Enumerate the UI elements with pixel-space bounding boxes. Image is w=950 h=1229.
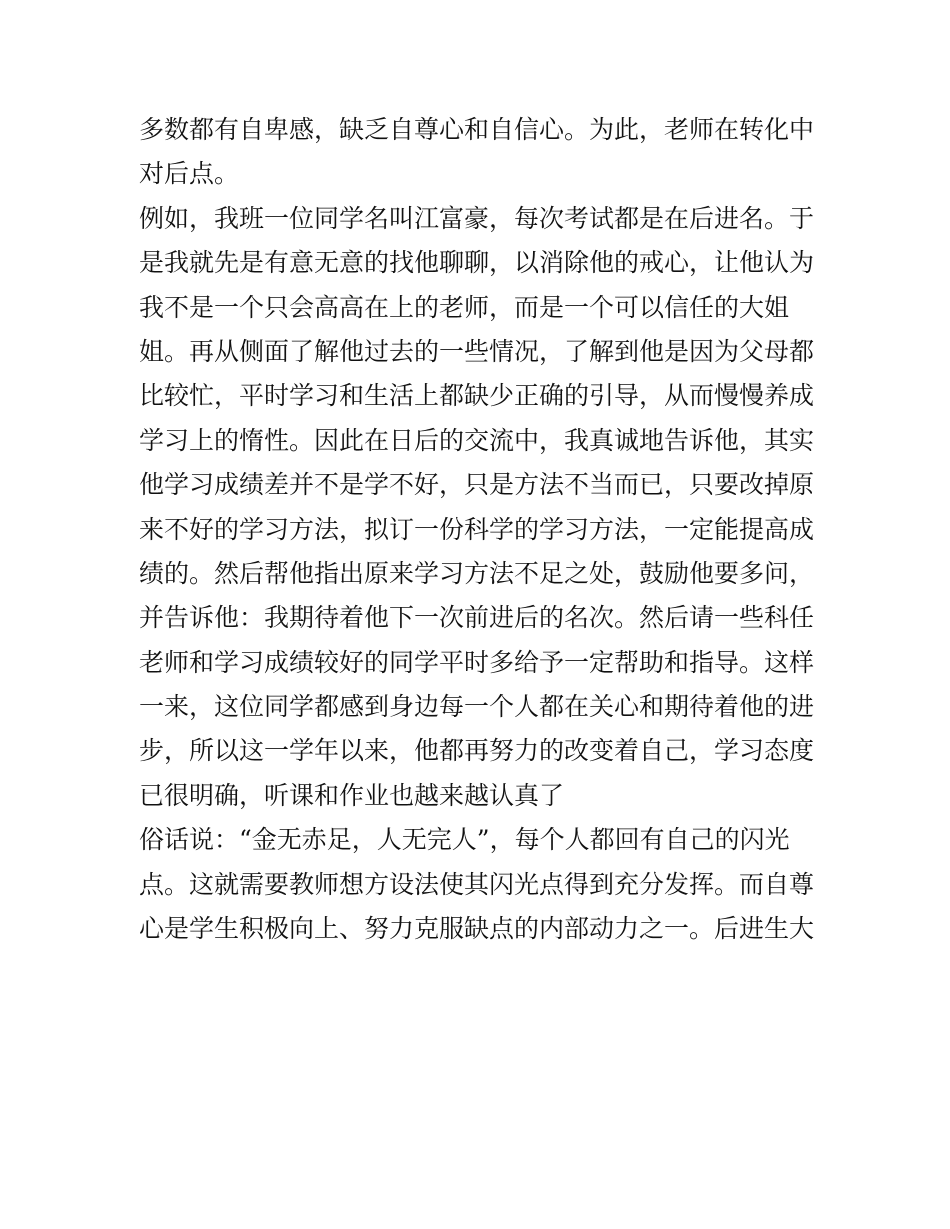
text-line: 是我就先是有意无意的找他聊聊，以消除他的戒心，让他认为 [139, 248, 815, 278]
text-line: 比较忙，平时学习和生活上都缺少正确的引导，从而慢慢养成 [139, 381, 815, 411]
text-line: 步，所以这一学年以来，他都再努力的改变着自己，学习态度 [139, 736, 815, 766]
text-line: 他学习成绩差并不是学不好，只是方法不当而已，只要改掉原 [139, 470, 815, 500]
text-line: 姐。再从侧面了解他过去的一些情况，了解到他是因为父母都 [139, 336, 815, 366]
text-line: 例如，我班一位同学名叫江富豪，每次考试都是在后进名。于 [139, 203, 815, 233]
text-line: 心是学生积极向上、努力克服缺点的内部动力之一。后进生大 [139, 914, 815, 944]
text-line: 我不是一个只会高高在上的老师，而是一个可以信任的大姐 [139, 292, 790, 322]
text-line: 老师和学习成绩较好的同学平时多给予一定帮助和指导。这样 [139, 647, 815, 677]
text-line: 一来，这位同学都感到身边每一个人都在关心和期待着他的进 [139, 692, 815, 722]
text-line: 点。这就需要教师想方设法使其闪光点得到充分发挥。而自尊 [139, 869, 815, 899]
text-line: 学习上的惰性。因此在日后的交流中，我真诚地告诉他，其实 [139, 425, 815, 455]
text-line: 已很明确，听课和作业也越来越认真了 [139, 780, 565, 810]
text-line: 俗话说：“金无赤足，人无完人”，每个人都回有自己的闪光 [139, 825, 790, 855]
text-line: 绩的。然后帮他指出原来学习方法不足之处，鼓励他要多问， [139, 558, 815, 588]
text-line: 来不好的学习方法，拟订一份科学的学习方法，一定能提高成 [139, 514, 815, 544]
text-line: 对后点。 [139, 159, 240, 189]
document-body-text [139, 108, 819, 951]
text-line: 并告诉他：我期待着他下一次前进后的名次。然后请一些科任 [139, 603, 815, 633]
text-line: 多数都有自卑感，缺乏自尊心和自信心。为此，老师在转化中 [139, 115, 815, 144]
